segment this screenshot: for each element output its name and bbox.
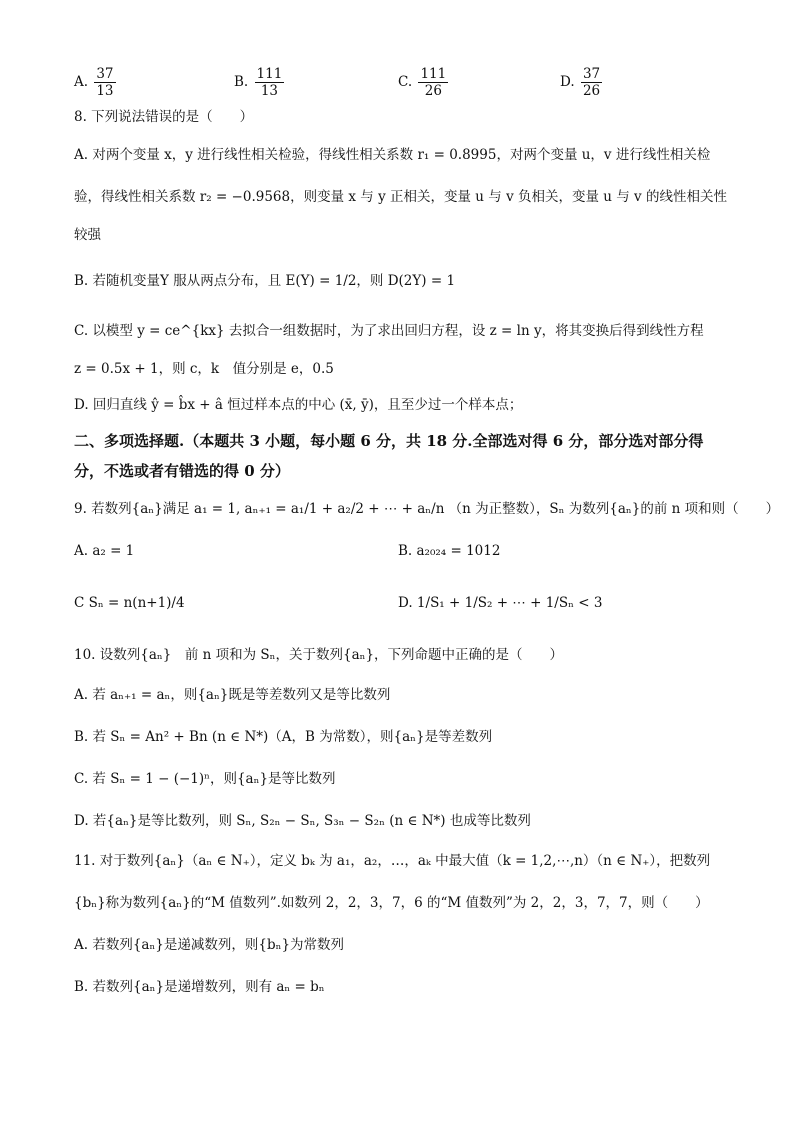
q9-stem: 9. 若数列{aₙ}满足 a₁ = 1, aₙ₊₁ = a₁/1 + a₂/2 + ⋯ + aₙ/n （n 为正整数），Sₙ 为数列{aₙ}的前 n 项和则（ ） (74, 501, 780, 517)
fraction (581, 66, 602, 99)
q7-option-b (234, 66, 286, 99)
q8-option-a-line3: 较强 (74, 227, 101, 243)
section-heading-line2: 分，不选或者有错选的得 0 分） (74, 462, 290, 480)
q9-option-a: A. a₂ = 1 (74, 543, 135, 559)
q8-stem: 8. 下列说法错误的是（ ） (74, 109, 254, 125)
q11-option-a: A. 若数列{aₙ}是递减数列，则{bₙ}为常数列 (74, 937, 345, 953)
denominator: 13 (260, 83, 278, 99)
option-label: C. (398, 74, 413, 90)
option-label: B. (234, 74, 249, 90)
numerator: 37 (582, 66, 601, 82)
q10-stem: 10. 设数列{aₙ} 前 n 项和为 Sₙ，关于数列{aₙ}，下列命题中正确的是（ ） (74, 647, 564, 663)
numerator: 111 (256, 66, 283, 82)
q7-option-d (560, 66, 604, 99)
fraction (94, 66, 115, 99)
q8-option-a-line1: A. 对两个变量 x，y 进行线性相关检验，得线性相关系数 r₁ = 0.8995，对两个变量 u，v 进行线性相关检 (74, 147, 711, 163)
q11-option-b: B. 若数列{aₙ}是递增数列，则有 aₙ = bₙ (74, 979, 325, 995)
q8-option-d: D. 回归直线 ŷ = b̂x + â 恒过样本点的中心 (x̄, ȳ)，且至少过一个样本点； (74, 397, 523, 413)
option-label: D. (560, 74, 575, 90)
numerator: 111 (420, 66, 447, 82)
q8-option-b: B. 若随机变量Y 服从两点分布，且 E(Y) = 1/2，则 D(2Y) = 1 (74, 273, 456, 289)
denominator: 13 (96, 83, 114, 99)
fraction (418, 66, 448, 99)
option-label: A. (74, 74, 89, 90)
q10-option-c: C. 若 Sₙ = 1 − (−1)ⁿ，则{aₙ}是等比数列 (74, 771, 336, 787)
q8-option-c-line2: z = 0.5x + 1，则 c，k 值分别是 e，0.5 (74, 361, 334, 377)
q8-option-a-line2: 验，得线性相关系数 r₂ = −0.9568，则变量 x 与 y 正相关，变量 u 与 v 负相关，变量 u 与 v 的线性相关性 (74, 189, 727, 205)
fraction (255, 66, 285, 99)
q9-option-d: D. 1/S₁ + 1/S₂ + ⋯ + 1/Sₙ < 3 (398, 595, 603, 611)
q9-option-c: C Sₙ = n(n+1)/4 (74, 595, 185, 611)
q10-option-d: D. 若{aₙ}是等比数列，则 Sₙ, S₂ₙ − Sₙ, S₃ₙ − S₂ₙ (n ∈ N*) 也成等比数列 (74, 813, 531, 829)
q11-stem-line1: 11. 对于数列{aₙ}（aₙ ∈ N₊），定义 bₖ 为 a₁，a₂，…，aₖ 中最大值（k = 1,2,⋯,n）（n ∈ N₊），把数列 (74, 853, 711, 869)
q9-option-b: B. a₂₀₂₄ = 1012 (398, 543, 501, 559)
q7-option-c (398, 66, 450, 99)
q10-option-a: A. 若 aₙ₊₁ = aₙ，则{aₙ}既是等差数列又是等比数列 (74, 687, 391, 703)
q10-option-b: B. 若 Sₙ = An² + Bn (n ∈ N*)（A，B 为常数），则{aₙ}是等差数列 (74, 729, 493, 745)
q7-option-a (74, 66, 118, 99)
q11-stem-line2: {bₙ}称为数列{aₙ}的“M 值数列”.如数列 2，2，3，7，6 的“M 值数列”为 2，2，3，7，7，则（ ） (74, 895, 709, 911)
numerator: 37 (96, 66, 114, 82)
denominator: 26 (582, 83, 601, 99)
denominator: 26 (424, 83, 442, 99)
q8-option-c-line1: C. 以模型 y = ce^{kx} 去拟合一组数据时，为了求出回归方程，设 z = ln y，将其变换后得到线性方程 (74, 323, 704, 339)
section-heading-line1: 二、多项选择题.（本题共 3 小题，每小题 6 分，共 18 分.全部选对得 6 分，部分选对部分得 (74, 432, 704, 450)
